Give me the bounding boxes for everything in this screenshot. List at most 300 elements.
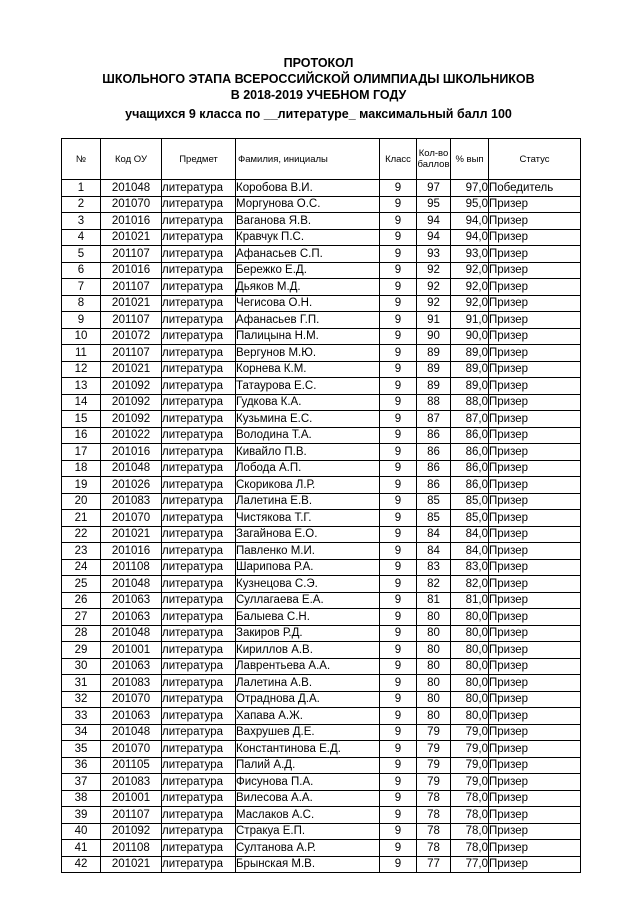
table-row <box>62 312 581 329</box>
cell-school-code: 201070 <box>101 741 162 758</box>
cell-school-code: 201048 <box>101 724 162 741</box>
cell-name: Лалетина А.В. <box>236 675 380 692</box>
cell-number: 5 <box>62 246 101 263</box>
cell-number: 21 <box>62 510 101 527</box>
cell-subject: литература <box>162 609 236 626</box>
cell-class: 9 <box>380 691 417 708</box>
cell-score: 89 <box>417 378 451 395</box>
table-row <box>62 477 581 494</box>
cell-class: 9 <box>380 493 417 510</box>
cell-status: Призер <box>489 840 581 857</box>
cell-score: 78 <box>417 790 451 807</box>
cell-status: Призер <box>489 196 581 213</box>
cell-number: 29 <box>62 642 101 659</box>
cell-subject: литература <box>162 378 236 395</box>
table-row <box>62 625 581 642</box>
cell-percent: 80,0 <box>451 675 489 692</box>
cell-class: 9 <box>380 757 417 774</box>
cell-subject: литература <box>162 543 236 560</box>
col-header-subject: Предмет <box>162 139 236 180</box>
table-row <box>62 229 581 246</box>
cell-name: Шарипова Р.А. <box>236 559 380 576</box>
cell-status: Призер <box>489 543 581 560</box>
cell-name: Чегисова О.Н. <box>236 295 380 312</box>
cell-subject: литература <box>162 526 236 543</box>
cell-class: 9 <box>380 378 417 395</box>
cell-class: 9 <box>380 708 417 725</box>
table-row <box>62 741 581 758</box>
table-row <box>62 823 581 840</box>
cell-percent: 80,0 <box>451 609 489 626</box>
cell-status: Призер <box>489 625 581 642</box>
cell-school-code: 201063 <box>101 592 162 609</box>
table-row <box>62 279 581 296</box>
table-row <box>62 196 581 213</box>
cell-subject: литература <box>162 460 236 477</box>
table-row <box>62 328 581 345</box>
table-row <box>62 840 581 857</box>
cell-status: Призер <box>489 724 581 741</box>
cell-percent: 84,0 <box>451 526 489 543</box>
cell-subject: литература <box>162 477 236 494</box>
table-row <box>62 807 581 824</box>
cell-number: 25 <box>62 576 101 593</box>
cell-number: 15 <box>62 411 101 428</box>
cell-subject: литература <box>162 213 236 230</box>
cell-class: 9 <box>380 576 417 593</box>
cell-score: 80 <box>417 691 451 708</box>
cell-score: 86 <box>417 444 451 461</box>
table-row <box>62 444 581 461</box>
cell-score: 88 <box>417 394 451 411</box>
cell-status: Призер <box>489 246 581 263</box>
cell-number: 20 <box>62 493 101 510</box>
cell-score: 87 <box>417 411 451 428</box>
table-row <box>62 708 581 725</box>
cell-name: Павленко М.И. <box>236 543 380 560</box>
cell-name: Балыева С.Н. <box>236 609 380 626</box>
cell-subject: литература <box>162 625 236 642</box>
cell-percent: 94,0 <box>451 213 489 230</box>
table-row <box>62 361 581 378</box>
cell-number: 9 <box>62 312 101 329</box>
cell-class: 9 <box>380 477 417 494</box>
cell-school-code: 201083 <box>101 774 162 791</box>
cell-score: 86 <box>417 477 451 494</box>
cell-name: Афанасьев С.П. <box>236 246 380 263</box>
cell-school-code: 201092 <box>101 823 162 840</box>
cell-subject: литература <box>162 493 236 510</box>
cell-percent: 77,0 <box>451 856 489 873</box>
col-header-name: Фамилия, инициалы <box>236 139 380 180</box>
cell-name: Бережко Е.Д. <box>236 262 380 279</box>
cell-subject: литература <box>162 262 236 279</box>
table-row <box>62 180 581 197</box>
cell-status: Призер <box>489 213 581 230</box>
cell-status: Призер <box>489 378 581 395</box>
cell-score: 93 <box>417 246 451 263</box>
cell-name: Моргунова О.С. <box>236 196 380 213</box>
cell-score: 79 <box>417 724 451 741</box>
col-header-class: Класс <box>380 139 417 180</box>
cell-number: 28 <box>62 625 101 642</box>
cell-score: 78 <box>417 840 451 857</box>
table-row <box>62 691 581 708</box>
cell-score: 79 <box>417 757 451 774</box>
cell-score: 90 <box>417 328 451 345</box>
table-row <box>62 246 581 263</box>
cell-number: 35 <box>62 741 101 758</box>
cell-school-code: 201108 <box>101 559 162 576</box>
cell-school-code: 201021 <box>101 526 162 543</box>
table-row <box>62 559 581 576</box>
cell-class: 9 <box>380 774 417 791</box>
cell-school-code: 201108 <box>101 840 162 857</box>
cell-percent: 80,0 <box>451 708 489 725</box>
cell-percent: 93,0 <box>451 246 489 263</box>
cell-name: Стракуа Е.П. <box>236 823 380 840</box>
cell-school-code: 201070 <box>101 510 162 527</box>
cell-percent: 88,0 <box>451 394 489 411</box>
cell-subject: литература <box>162 295 236 312</box>
cell-school-code: 201048 <box>101 576 162 593</box>
cell-subject: литература <box>162 658 236 675</box>
cell-percent: 84,0 <box>451 543 489 560</box>
table-row <box>62 460 581 477</box>
cell-number: 19 <box>62 477 101 494</box>
cell-name: Дьяков М.Д. <box>236 279 380 296</box>
cell-number: 10 <box>62 328 101 345</box>
cell-subject: литература <box>162 444 236 461</box>
cell-status: Призер <box>489 411 581 428</box>
col-header-score: Кол-во баллов <box>417 139 451 180</box>
cell-class: 9 <box>380 262 417 279</box>
doc-class-subject: учащихся 9 класса по __литературе_ максимальный балл 100 <box>125 107 512 121</box>
cell-percent: 80,0 <box>451 642 489 659</box>
cell-school-code: 201070 <box>101 691 162 708</box>
cell-score: 92 <box>417 279 451 296</box>
cell-number: 30 <box>62 658 101 675</box>
cell-status: Призер <box>489 229 581 246</box>
cell-subject: литература <box>162 642 236 659</box>
cell-school-code: 201107 <box>101 312 162 329</box>
cell-status: Призер <box>489 361 581 378</box>
cell-status: Призер <box>489 774 581 791</box>
cell-status: Призер <box>489 493 581 510</box>
cell-class: 9 <box>380 856 417 873</box>
cell-name: Афанасьев Г.П. <box>236 312 380 329</box>
cell-class: 9 <box>380 394 417 411</box>
cell-class: 9 <box>380 460 417 477</box>
cell-percent: 79,0 <box>451 724 489 741</box>
table-header-row <box>62 139 581 180</box>
cell-percent: 83,0 <box>451 559 489 576</box>
cell-percent: 89,0 <box>451 345 489 362</box>
cell-number: 38 <box>62 790 101 807</box>
cell-number: 42 <box>62 856 101 873</box>
cell-status: Призер <box>489 609 581 626</box>
cell-status: Призер <box>489 592 581 609</box>
cell-score: 86 <box>417 427 451 444</box>
cell-class: 9 <box>380 328 417 345</box>
cell-score: 77 <box>417 856 451 873</box>
cell-class: 9 <box>380 526 417 543</box>
cell-percent: 94,0 <box>451 229 489 246</box>
cell-class: 9 <box>380 196 417 213</box>
cell-name: Палицына Н.М. <box>236 328 380 345</box>
cell-subject: литература <box>162 807 236 824</box>
cell-class: 9 <box>380 741 417 758</box>
cell-class: 9 <box>380 427 417 444</box>
cell-status: Призер <box>489 460 581 477</box>
cell-percent: 89,0 <box>451 378 489 395</box>
cell-class: 9 <box>380 543 417 560</box>
cell-name: Лалетина Е.В. <box>236 493 380 510</box>
cell-percent: 80,0 <box>451 658 489 675</box>
cell-class: 9 <box>380 229 417 246</box>
cell-subject: литература <box>162 312 236 329</box>
cell-number: 39 <box>62 807 101 824</box>
cell-percent: 89,0 <box>451 361 489 378</box>
cell-number: 23 <box>62 543 101 560</box>
cell-percent: 78,0 <box>451 807 489 824</box>
cell-name: Константинова Е.Д. <box>236 741 380 758</box>
cell-school-code: 201048 <box>101 180 162 197</box>
cell-school-code: 201092 <box>101 394 162 411</box>
cell-name: Гудкова К.А. <box>236 394 380 411</box>
cell-status: Призер <box>489 510 581 527</box>
cell-subject: литература <box>162 229 236 246</box>
cell-school-code: 201063 <box>101 658 162 675</box>
cell-class: 9 <box>380 345 417 362</box>
cell-percent: 92,0 <box>451 279 489 296</box>
cell-school-code: 201107 <box>101 279 162 296</box>
table-row <box>62 526 581 543</box>
cell-status: Призер <box>489 394 581 411</box>
cell-subject: литература <box>162 592 236 609</box>
cell-status: Призер <box>489 576 581 593</box>
cell-number: 22 <box>62 526 101 543</box>
cell-percent: 81,0 <box>451 592 489 609</box>
cell-status: Призер <box>489 295 581 312</box>
cell-number: 17 <box>62 444 101 461</box>
cell-status: Призер <box>489 757 581 774</box>
cell-subject: литература <box>162 427 236 444</box>
cell-school-code: 201001 <box>101 790 162 807</box>
cell-score: 95 <box>417 196 451 213</box>
cell-name: Татаурова Е.С. <box>236 378 380 395</box>
cell-percent: 86,0 <box>451 444 489 461</box>
cell-number: 2 <box>62 196 101 213</box>
cell-subject: литература <box>162 576 236 593</box>
cell-percent: 86,0 <box>451 427 489 444</box>
cell-number: 36 <box>62 757 101 774</box>
cell-status: Призер <box>489 691 581 708</box>
cell-status: Призер <box>489 526 581 543</box>
cell-subject: литература <box>162 757 236 774</box>
cell-class: 9 <box>380 790 417 807</box>
cell-status: Призер <box>489 658 581 675</box>
cell-class: 9 <box>380 246 417 263</box>
cell-score: 89 <box>417 345 451 362</box>
cell-name: Кузнецова С.Э. <box>236 576 380 593</box>
cell-subject: литература <box>162 361 236 378</box>
cell-status: Призер <box>489 444 581 461</box>
cell-number: 24 <box>62 559 101 576</box>
cell-name: Вахрушев Д.Е. <box>236 724 380 741</box>
cell-name: Маслаков А.С. <box>236 807 380 824</box>
cell-subject: литература <box>162 328 236 345</box>
cell-name: Володина Т.А. <box>236 427 380 444</box>
col-header-number: № <box>62 139 101 180</box>
cell-score: 92 <box>417 262 451 279</box>
cell-class: 9 <box>380 642 417 659</box>
cell-number: 40 <box>62 823 101 840</box>
cell-status: Призер <box>489 741 581 758</box>
table-row <box>62 609 581 626</box>
cell-percent: 95,0 <box>451 196 489 213</box>
cell-score: 83 <box>417 559 451 576</box>
cell-number: 37 <box>62 774 101 791</box>
cell-number: 16 <box>62 427 101 444</box>
cell-score: 84 <box>417 526 451 543</box>
cell-score: 80 <box>417 708 451 725</box>
cell-school-code: 201026 <box>101 477 162 494</box>
cell-subject: литература <box>162 856 236 873</box>
cell-subject: литература <box>162 840 236 857</box>
cell-number: 32 <box>62 691 101 708</box>
cell-score: 80 <box>417 658 451 675</box>
cell-name: Закиров Р.Д. <box>236 625 380 642</box>
cell-score: 92 <box>417 295 451 312</box>
table-row <box>62 427 581 444</box>
cell-class: 9 <box>380 724 417 741</box>
table-row <box>62 394 581 411</box>
cell-name: Кравчук П.С. <box>236 229 380 246</box>
cell-subject: литература <box>162 394 236 411</box>
cell-score: 78 <box>417 807 451 824</box>
cell-status: Призер <box>489 312 581 329</box>
cell-school-code: 201001 <box>101 642 162 659</box>
cell-status: Призер <box>489 345 581 362</box>
table-row <box>62 642 581 659</box>
cell-name: Султанова А.Р. <box>236 840 380 857</box>
cell-class: 9 <box>380 807 417 824</box>
cell-status: Призер <box>489 477 581 494</box>
cell-percent: 80,0 <box>451 691 489 708</box>
cell-name: Корнева К.М. <box>236 361 380 378</box>
doc-title: ПРОТОКОЛ <box>283 56 354 70</box>
cell-percent: 87,0 <box>451 411 489 428</box>
cell-school-code: 201092 <box>101 378 162 395</box>
col-header-percent: % вып <box>451 139 489 180</box>
cell-school-code: 201063 <box>101 708 162 725</box>
cell-status: Призер <box>489 790 581 807</box>
results-table <box>61 138 581 873</box>
cell-subject: литература <box>162 691 236 708</box>
col-header-school-code: Код ОУ <box>101 139 162 180</box>
cell-subject: литература <box>162 559 236 576</box>
cell-percent: 85,0 <box>451 510 489 527</box>
cell-number: 27 <box>62 609 101 626</box>
cell-school-code: 201021 <box>101 856 162 873</box>
cell-score: 80 <box>417 609 451 626</box>
cell-class: 9 <box>380 444 417 461</box>
cell-percent: 91,0 <box>451 312 489 329</box>
table-row <box>62 543 581 560</box>
cell-school-code: 201022 <box>101 427 162 444</box>
cell-score: 85 <box>417 510 451 527</box>
table-row <box>62 213 581 230</box>
cell-percent: 86,0 <box>451 460 489 477</box>
cell-name: Вергунов М.Ю. <box>236 345 380 362</box>
cell-name: Ваганова Я.В. <box>236 213 380 230</box>
cell-percent: 82,0 <box>451 576 489 593</box>
cell-subject: литература <box>162 823 236 840</box>
cell-number: 41 <box>62 840 101 857</box>
cell-status: Призер <box>489 675 581 692</box>
table-row <box>62 774 581 791</box>
cell-number: 12 <box>62 361 101 378</box>
cell-percent: 79,0 <box>451 757 489 774</box>
cell-subject: литература <box>162 411 236 428</box>
cell-percent: 79,0 <box>451 741 489 758</box>
table-row <box>62 658 581 675</box>
cell-number: 14 <box>62 394 101 411</box>
cell-percent: 78,0 <box>451 790 489 807</box>
cell-subject: литература <box>162 790 236 807</box>
cell-number: 31 <box>62 675 101 692</box>
cell-school-code: 201016 <box>101 262 162 279</box>
cell-name: Суллагаева Е.А. <box>236 592 380 609</box>
table-row <box>62 411 581 428</box>
cell-name: Фисунова П.А. <box>236 774 380 791</box>
cell-name: Кивайло П.В. <box>236 444 380 461</box>
cell-school-code: 201083 <box>101 493 162 510</box>
cell-class: 9 <box>380 361 417 378</box>
cell-name: Отраднова Д.А. <box>236 691 380 708</box>
cell-score: 91 <box>417 312 451 329</box>
cell-subject: литература <box>162 708 236 725</box>
table-row <box>62 510 581 527</box>
cell-score: 80 <box>417 675 451 692</box>
cell-school-code: 201070 <box>101 196 162 213</box>
cell-class: 9 <box>380 675 417 692</box>
cell-number: 33 <box>62 708 101 725</box>
table-row <box>62 675 581 692</box>
cell-score: 89 <box>417 361 451 378</box>
cell-school-code: 201063 <box>101 609 162 626</box>
cell-score: 80 <box>417 642 451 659</box>
cell-name: Вилесова А.А. <box>236 790 380 807</box>
cell-class: 9 <box>380 609 417 626</box>
cell-subject: литература <box>162 196 236 213</box>
cell-subject: литература <box>162 345 236 362</box>
table-row <box>62 757 581 774</box>
cell-school-code: 201072 <box>101 328 162 345</box>
cell-number: 8 <box>62 295 101 312</box>
cell-name: Коробова В.И. <box>236 180 380 197</box>
cell-percent: 78,0 <box>451 823 489 840</box>
cell-score: 82 <box>417 576 451 593</box>
document-header <box>0 55 637 122</box>
cell-class: 9 <box>380 510 417 527</box>
cell-subject: литература <box>162 675 236 692</box>
cell-number: 18 <box>62 460 101 477</box>
cell-school-code: 201016 <box>101 543 162 560</box>
cell-score: 94 <box>417 229 451 246</box>
cell-subject: литература <box>162 246 236 263</box>
